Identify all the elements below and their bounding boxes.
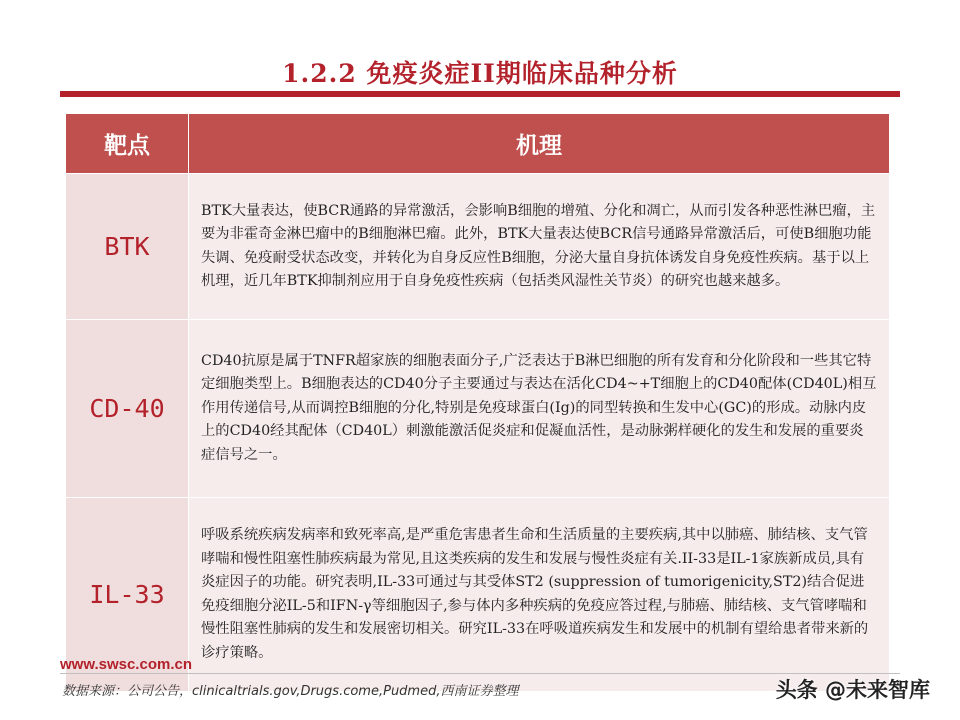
- table-header-row: [66, 114, 890, 174]
- header-target: 靶点: [66, 114, 189, 174]
- footer-divider: [60, 673, 900, 674]
- mechanism-cell: BTK大量表达，使BCR通路的异常激活，会影响B细胞的增殖、分化和凋亡，从而引发各种恶性淋巴瘤，主要为非霍奇金淋巴瘤中的B细胞淋巴瘤。此外，BTK大量表达使BCR信号通路异常激活后，可使B细胞功能失调、免疫耐受状态改变，并转化为自身反应性B细胞，分泌大量自身抗体诱发自身免疫性疾病。基于以上机理，近几年BTK抑制剂应用于自身免疫性疾病（包括类风湿性关节炎）的研究也越来越多。: [189, 174, 890, 320]
- title-divider: [60, 91, 900, 97]
- table-row: [66, 320, 890, 498]
- mechanism-cell: 呼吸系统疾病发病率和致死率高,是严重危害患者生命和生活质量的主要疾病,其中以肺癌、肺结核、支气管哮喘和慢性阻塞性肺疾病最为常见,且这类疾病的发生和发展与慢性炎症有关.II-33是IL-1家族新成员,具有炎症因子的功能。研究表明,IL-33可通过与其受体ST2 (suppression of tumorigenicity,ST2)结合促进免疫细胞分泌IL-5和IFN-γ等细胞因子,参与体内多种疾病的免疫应答过程,与肺癌、肺结核、支气管哮喘和慢性阻塞性肺病的发生和发展密切相关。研究IL-33在呼吸道疾病发生和发展中的机制有望给患者带来新的诊疗策略。: [189, 498, 890, 692]
- target-cell: IL-33: [66, 498, 189, 692]
- mechanism-table: [65, 113, 890, 692]
- target-cell: CD-40: [66, 320, 189, 498]
- website-link[interactable]: www.swsc.com.cn: [60, 656, 192, 673]
- table-row: [66, 174, 890, 320]
- page-title: 1.2.2 免疫炎症II期临床品种分析: [282, 59, 678, 88]
- source-note: 数据来源：公司公告，clinicaltrials.gov,Drugs.come,Pudmed,西南证券整理: [62, 684, 519, 699]
- watermark-label: 头条 @未来智库: [775, 678, 930, 702]
- mechanism-cell: CD40抗原是属于TNFR超家族的细胞表面分子,广泛表达于B淋巴细胞的所有发育和分化阶段和一些其它特定细胞类型上。B细胞表达的CD40分子主要通过与表达在活化CD4~+T细胞上的CD40配体(CD40L)相互作用传递信号,从而调控B细胞的分化,特别是免疫球蛋白(Ig)的同型转换和生发中心(GC)的形成。动脉内皮上的CD40经其配体（CD40L）刺激能激活促炎症和促凝血活性，是动脉粥样硬化的发生和发展的重要炎症信号之一。: [189, 320, 890, 498]
- header-mechanism: 机理: [189, 114, 890, 174]
- target-cell: BTK: [66, 174, 189, 320]
